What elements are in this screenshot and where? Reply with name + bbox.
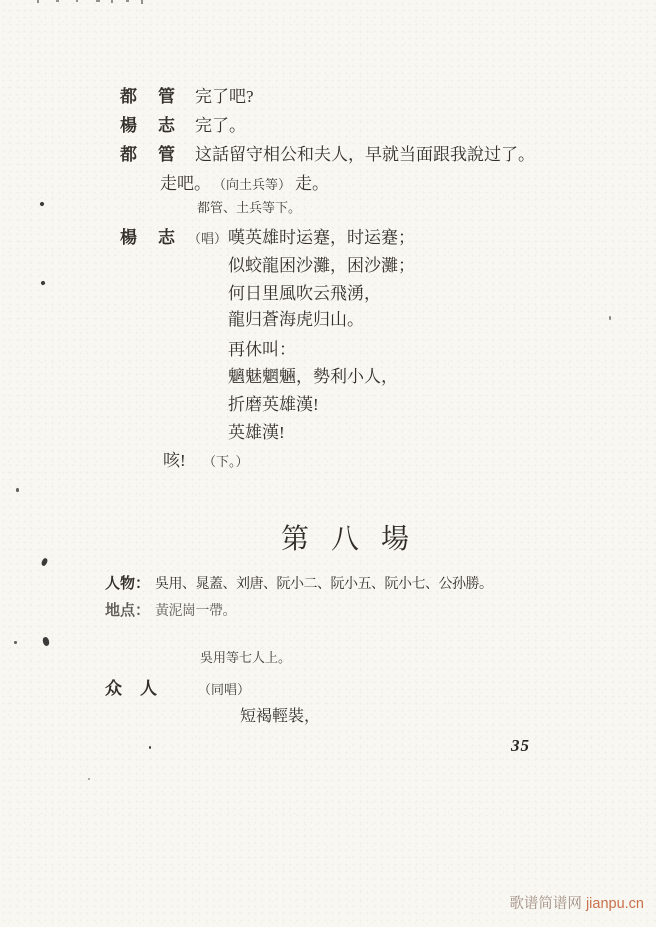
ink-speck (39, 201, 44, 206)
dialogue-text: 走吧。 (160, 174, 211, 193)
location-label: 地点： (105, 603, 151, 619)
cast-label: 人物： (105, 576, 151, 592)
stage-direction: 都管、土兵等下。 (197, 200, 302, 215)
ink-speck (14, 641, 17, 644)
location-text: 黃泥崗一帶。 (155, 604, 236, 619)
watermark-site-url: jianpu.cn (585, 896, 644, 912)
speaker-name: 都管 (120, 87, 196, 106)
aria-closing: 咳! (163, 451, 186, 470)
dialogue-text: 走。 (295, 174, 329, 193)
stage-cue: （向土兵等） (213, 177, 292, 192)
ink-speck (16, 488, 19, 492)
ink-speck (40, 280, 45, 285)
watermark-site-name: 歌谱简谱网 (509, 896, 582, 912)
ink-speck (41, 557, 49, 566)
scan-artifact (111, 0, 113, 3)
aria-line: 嘆英雄时运蹇，时运蹇； (228, 228, 415, 247)
ink-speck (609, 316, 611, 320)
aria-line: 似蛟龍困沙灘，困沙灘； (228, 256, 415, 275)
aria-line: 再休叫： (228, 340, 296, 359)
aria-line: 英雄漢! (228, 423, 285, 442)
aria-line: 龍归蒼海虎归山。 (228, 310, 364, 329)
scan-artifact (96, 0, 100, 2)
sing-cue: （同唱） (198, 682, 251, 697)
chorus-lyric: 短褐輕裝， (240, 708, 321, 725)
speaker-name: 楊志 (120, 116, 196, 135)
speaker-name: 都管 (120, 145, 196, 164)
scene-title: 第八場 (281, 524, 432, 555)
scan-artifact (56, 0, 59, 2)
speaker-name: 楊志 (120, 228, 196, 247)
scan-artifact (37, 0, 39, 3)
cast-list: 吳用、晁蓋、刘唐、阮小二、阮小五、阮小七、公孙勝。 (155, 577, 493, 592)
scan-artifact (76, 0, 78, 2)
ink-speck (149, 746, 151, 749)
entrance-direction: 吳用等七人上。 (200, 650, 292, 665)
dialogue-text: 完了吧? (195, 87, 254, 106)
exit-cue: （下。） (203, 454, 249, 469)
scan-artifact (141, 0, 143, 4)
sing-cue: （唱） (188, 231, 228, 246)
page-number: 35 (511, 736, 530, 755)
aria-line: 折磨英雄漢! (228, 395, 319, 414)
aria-line: 何日里風吹云飛湧， (228, 284, 381, 303)
aria-line: 魑魅魍魎，勢利小人， (228, 367, 398, 386)
ink-speck (42, 636, 50, 646)
ink-speck (88, 778, 90, 780)
dialogue-text: 完了。 (195, 116, 246, 135)
scan-artifact (126, 0, 129, 2)
dialogue-text: 这話留守相公和夫人，早就当面跟我說过了。 (195, 145, 535, 164)
speaker-name: 众人 (105, 679, 175, 698)
watermark (509, 896, 644, 913)
